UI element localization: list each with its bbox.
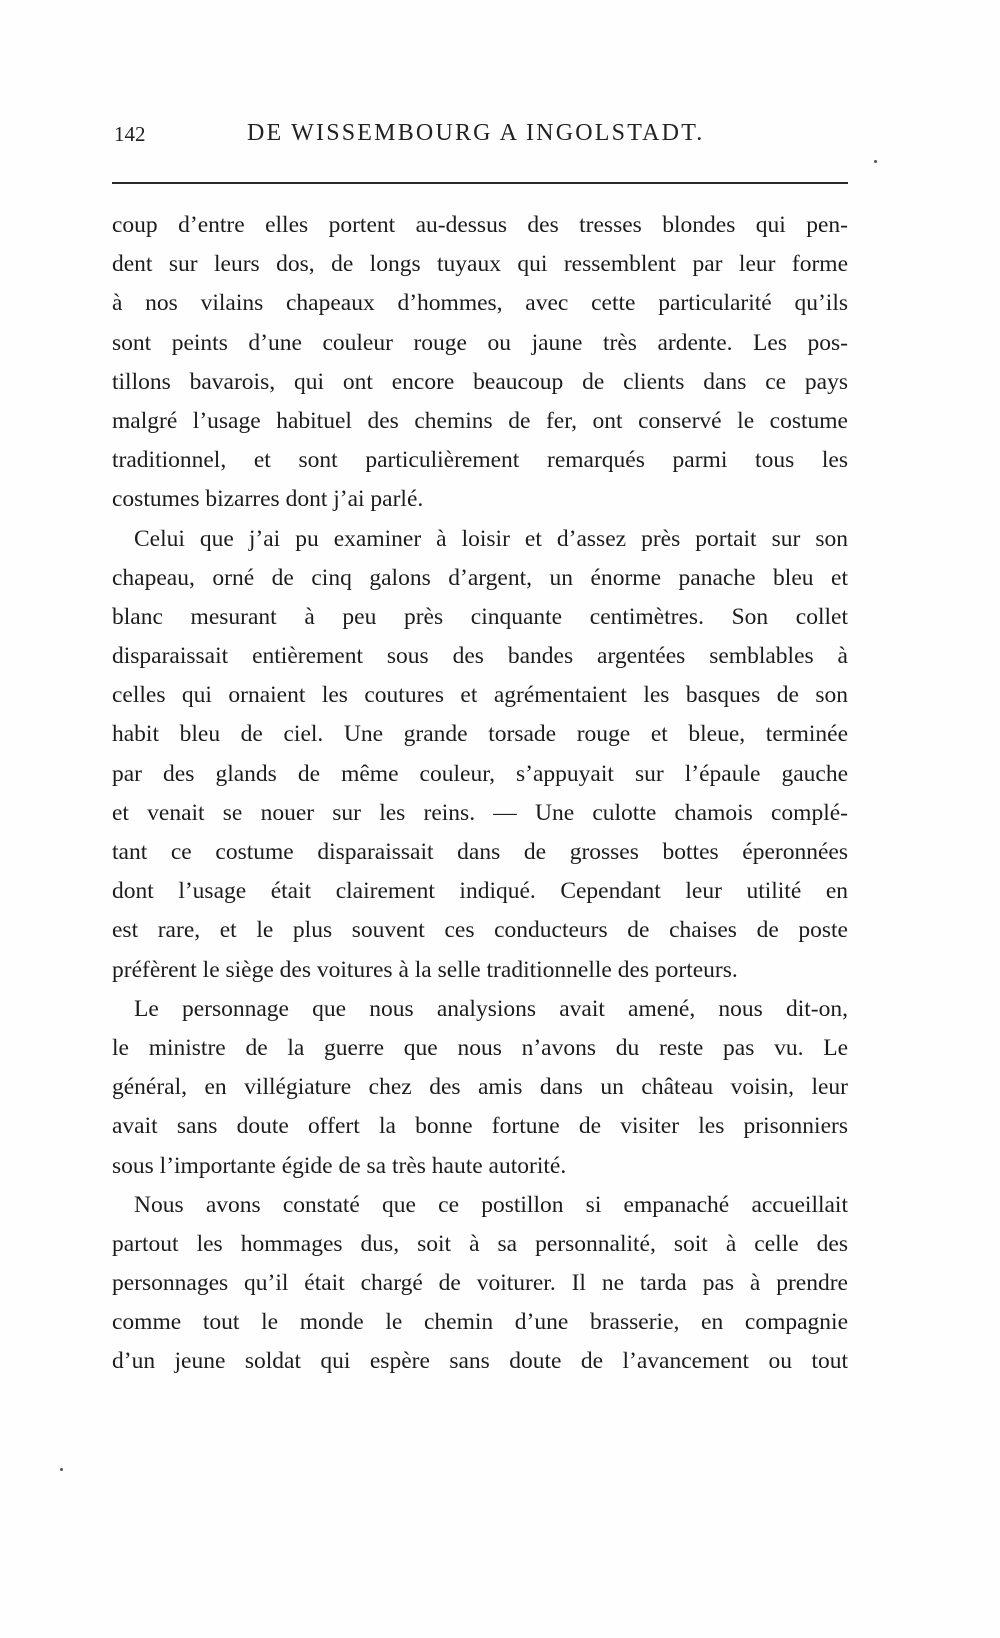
- text-line: coup d’entre elles portent au-dessus des tresses blondes qui pen-: [112, 212, 848, 238]
- text-line: traditionnel, et sont particulièrement remarqués parmi tous les: [112, 447, 848, 474]
- text-line: chapeau, orné de cinq galons d’argent, un énorme panache bleu et: [112, 564, 848, 591]
- text-line: habit bleu de ciel. Une grande torsade rouge et bleue, terminée: [112, 721, 848, 748]
- text-line: dont l’usage était clairement indiqué. Cependant leur utilité en: [112, 878, 848, 905]
- text-line: sont peints d’une couleur rouge ou jaune très ardente. Les pos-: [112, 329, 848, 356]
- text-line: malgré l’usage habituel des chemins de fer, ont conservé le costume: [112, 407, 848, 434]
- paragraph: [112, 206, 848, 520]
- text-line: préfèrent le siège des voitures à la selle traditionnelle des porteurs.: [112, 956, 738, 983]
- text-line: blanc mesurant à peu près cinquante centimètres. Son collet: [112, 603, 848, 630]
- paragraph: [112, 520, 848, 990]
- text-line: dent sur leurs dos, de longs tuyaux qui ressemblent par leur forme: [112, 251, 848, 278]
- text-line: costumes bizarres dont j’ai parlé.: [112, 486, 424, 513]
- text-line: celles qui ornaient les coutures et agrémentaient les basques de son: [112, 682, 848, 709]
- body-text: [112, 206, 848, 1382]
- text-line: avait sans doute offert la bonne fortune de visiter les prisonniers: [112, 1113, 848, 1140]
- paragraph: [112, 1186, 848, 1382]
- paragraph: [112, 990, 848, 1186]
- text-line: et venait se nouer sur les reins. — Une culotte chamois complé-: [112, 799, 848, 826]
- text-line: est rare, et le plus souvent ces conducteurs de chaises de poste: [112, 917, 848, 944]
- text-line: d’un jeune soldat qui espère sans doute de l’avancement ou tout: [112, 1348, 848, 1375]
- page-number: 142: [114, 122, 146, 146]
- text-line: tant ce costume disparaissait dans de grosses bottes éperonnées: [112, 839, 848, 865]
- text-line: le ministre de la guerre que nous n’avons du reste pas vu. Le: [112, 1034, 848, 1061]
- header-rule: [112, 182, 848, 184]
- paper-speck: [60, 1468, 63, 1471]
- text-line: par des glands de même couleur, s’appuyait sur l’épaule gauche: [112, 760, 848, 787]
- page-header: [110, 120, 850, 160]
- text-line: à nos vilains chapeaux d’hommes, avec cette particularité qu’ils: [112, 290, 848, 317]
- paper-speck: [874, 160, 877, 163]
- text-line: Le personnage que nous analysions avait amené, nous dit-on,: [134, 995, 848, 1022]
- text-line: comme tout le monde le chemin d’une brasserie, en compagnie: [112, 1309, 848, 1336]
- text-line: Celui que j’ai pu examiner à loisir et d’assez près portait sur son: [134, 525, 848, 552]
- text-line: partout les hommages dus, soit à sa personnalité, soit à celle des: [112, 1230, 848, 1257]
- text-line: sous l’importante égide de sa très haute autorité.: [112, 1152, 567, 1179]
- text-line: général, en villégiature chez des amis dans un château voisin, leur: [112, 1074, 848, 1101]
- text-line: tillons bavarois, qui ont encore beaucoup de clients dans ce pays: [112, 368, 848, 395]
- text-line: Nous avons constaté que ce postillon si empanaché accueillait: [134, 1191, 848, 1218]
- running-title: DE WISSEMBOURG A INGOLSTADT.: [247, 120, 705, 146]
- text-line: personnages qu’il était chargé de voiturer. Il ne tarda pas à prendre: [112, 1270, 848, 1297]
- text-line: disparaissait entièrement sous des bandes argentées semblables à: [112, 643, 848, 670]
